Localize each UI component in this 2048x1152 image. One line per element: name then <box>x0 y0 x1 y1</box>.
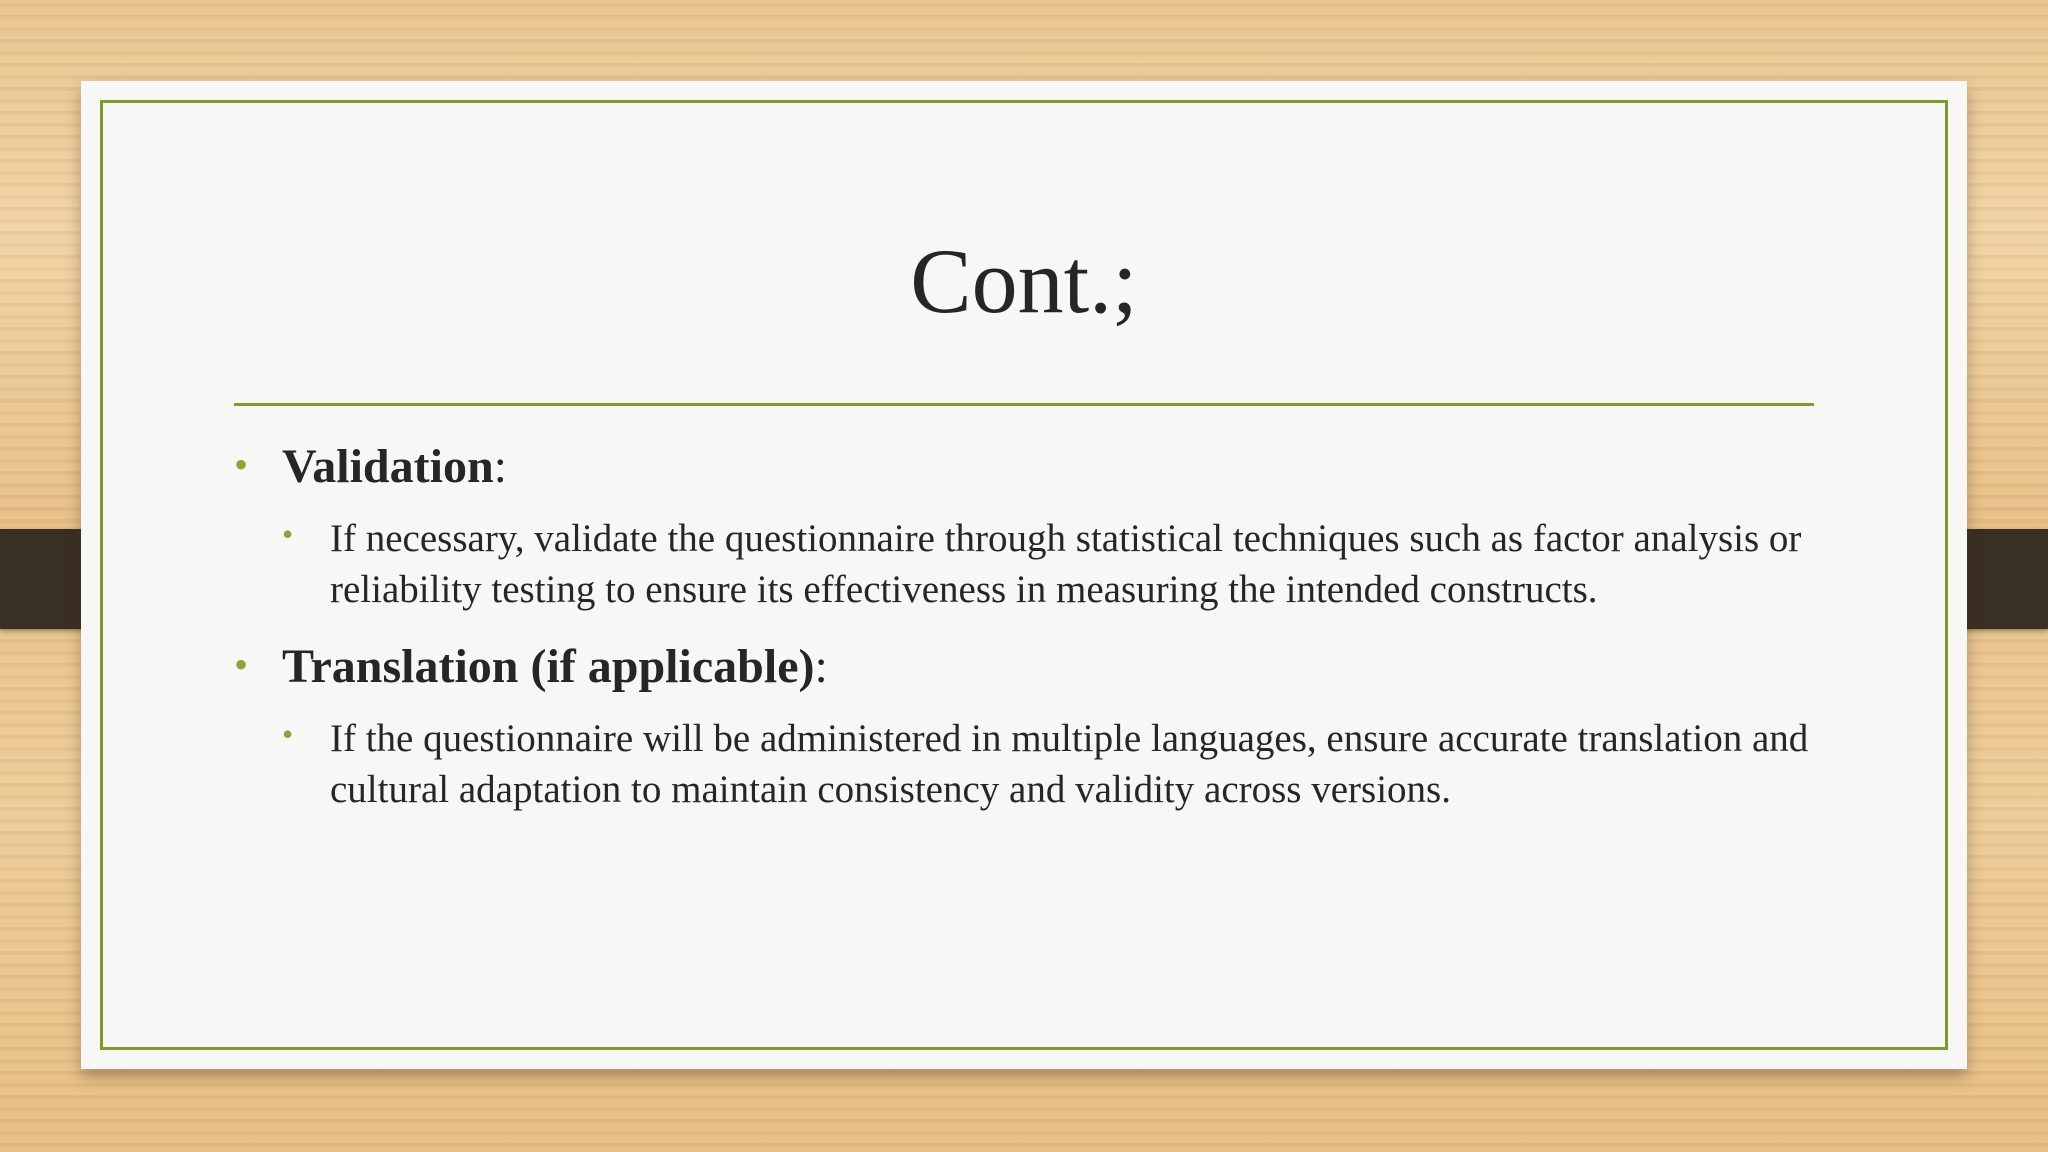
bullet-heading-suffix: : <box>493 440 507 493</box>
sub-bullet-validation <box>282 513 1834 615</box>
sub-bullet-translation <box>282 713 1834 815</box>
title-divider <box>234 403 1814 406</box>
bullet-heading: Validation <box>282 440 494 493</box>
bullet-dot-icon: • <box>282 516 294 552</box>
slide-title: Cont.; <box>910 230 1138 332</box>
bullet-dot-icon: • <box>234 442 249 487</box>
sub-bullet-text: If the questionnaire will be administered in multiple languages, ensure accurate translation and cultural adaptation to maintain consistency and validity across versions. <box>330 717 1809 811</box>
sub-bullet-text: If necessary, validate the questionnaire through statistical techniques such as factor analysis or reliability testing to ensure its effectiveness in measuring the intended constructs. <box>330 517 1802 611</box>
bullet-dot-icon: • <box>282 716 294 752</box>
bullet-dot-icon: • <box>234 642 249 687</box>
slide-card <box>81 81 1967 1069</box>
slide-content <box>234 437 1834 837</box>
bullet-heading-suffix: : <box>814 640 828 693</box>
bullet-heading: Translation (if applicable) <box>282 640 815 693</box>
bullet-translation <box>234 637 1834 697</box>
bullet-validation <box>234 437 1834 497</box>
